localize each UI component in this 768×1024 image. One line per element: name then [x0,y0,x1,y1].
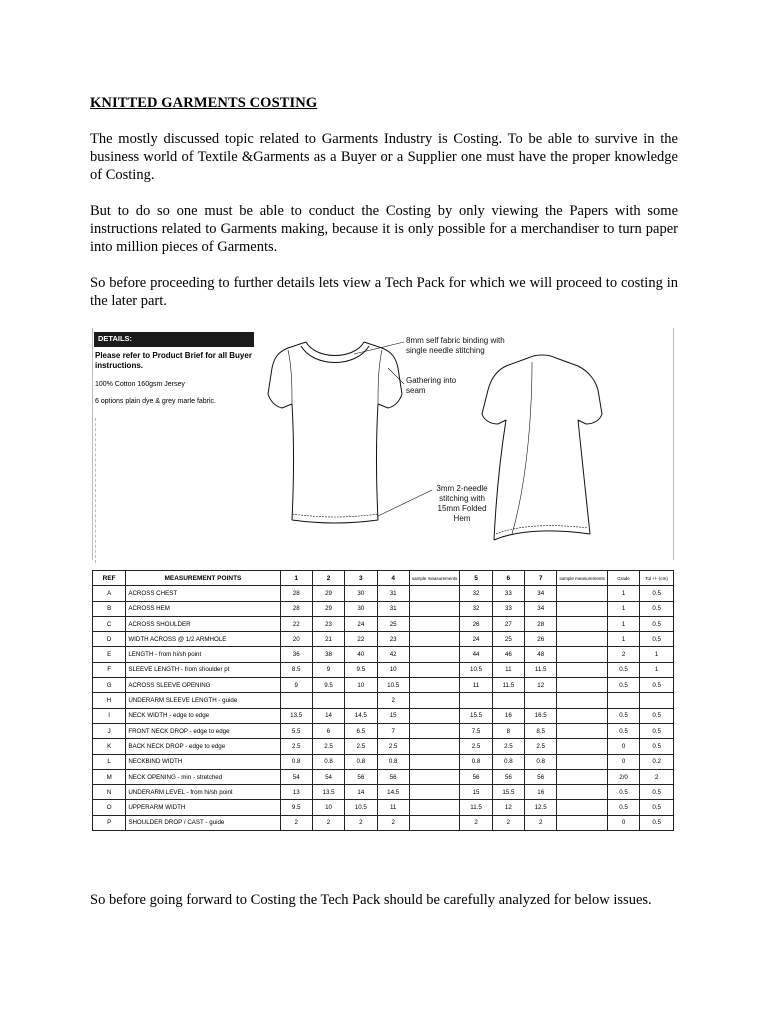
ref-cell: F [93,662,126,677]
value-cell: 56 [345,769,377,784]
tech-pack-figure [92,328,674,858]
table-row [93,769,674,784]
value-cell [557,693,608,708]
value-cell [557,616,608,631]
value-cell: 10.5 [345,800,377,815]
value-cell: 0.8 [492,754,524,769]
value-cell: 54 [280,769,312,784]
value-cell: 0.5 [640,723,674,738]
value-cell: 0.5 [607,708,639,723]
measurement-point-cell: BACK NECK DROP - edge to edge [126,739,280,754]
measurement-point-cell: SLEEVE LENGTH - from shoulder pt [126,662,280,677]
measurement-point-cell: UNDERARM SLEEVE LENGTH - guide [126,693,280,708]
value-cell [409,754,460,769]
ref-cell: M [93,769,126,784]
value-cell [525,693,557,708]
value-cell [557,723,608,738]
value-cell: 25 [492,632,524,647]
value-cell: 15.5 [460,708,492,723]
value-cell: 2 [525,815,557,830]
ref-cell: A [93,586,126,601]
value-cell [492,693,524,708]
measurement-point-cell: NECK OPENING - min - stretched [126,769,280,784]
ref-cell: P [93,815,126,830]
value-cell: 9 [312,662,344,677]
value-cell: 0.5 [607,785,639,800]
col-header-grade: Grade [607,571,639,586]
binding-annotation: 8mm self fabric binding with single needle stitching [406,336,505,355]
value-cell: 56 [460,769,492,784]
hem-annotation: 3mm 2-needle stitching with 15mm Folded Hem [436,484,488,523]
value-cell [409,800,460,815]
value-cell [557,785,608,800]
value-cell: 28 [280,586,312,601]
value-cell: 0 [607,815,639,830]
value-cell [557,632,608,647]
value-cell: 11 [460,678,492,693]
tshirt-sketch [92,328,674,568]
value-cell: 0.8 [377,754,409,769]
col-header-tolerance: Tol +/- (cm) [640,571,674,586]
value-cell: 1 [607,586,639,601]
value-cell: 2 [607,647,639,662]
value-cell: 16 [492,708,524,723]
value-cell: 12 [525,678,557,693]
value-cell: 2 [377,693,409,708]
ref-cell: C [93,616,126,631]
measurement-point-cell: LENGTH - from hi/sh point [126,647,280,662]
value-cell: 21 [312,632,344,647]
value-cell: 2 [280,815,312,830]
value-cell: 0.5 [640,586,674,601]
ref-cell: J [93,723,126,738]
value-cell: 44 [460,647,492,662]
value-cell: 9.5 [280,800,312,815]
table-row [93,616,674,631]
value-cell [409,647,460,662]
value-cell: 9 [280,678,312,693]
value-cell: 2.5 [312,739,344,754]
value-cell: 30 [345,586,377,601]
value-cell: 32 [460,586,492,601]
annotation-leaders [354,342,432,516]
value-cell [409,693,460,708]
value-cell: 13 [280,785,312,800]
measurement-point-cell: SHOULDER DROP / CAST - guide [126,815,280,830]
value-cell: 0.8 [460,754,492,769]
value-cell: 0 [607,754,639,769]
measurement-point-cell: ACROSS SLEEVE OPENING [126,678,280,693]
value-cell: 14.5 [377,785,409,800]
value-cell: 38 [312,647,344,662]
value-cell: 40 [345,647,377,662]
value-cell [557,647,608,662]
value-cell [345,693,377,708]
value-cell: 2.5 [492,739,524,754]
value-cell: 1 [607,616,639,631]
value-cell [607,693,639,708]
value-cell: 12.5 [525,800,557,815]
value-cell: 42 [377,647,409,662]
col-header-size: 1 [280,571,312,586]
ref-cell: D [93,632,126,647]
value-cell [557,586,608,601]
value-cell: 0.8 [525,754,557,769]
value-cell [409,708,460,723]
value-cell: 2 [312,815,344,830]
value-cell: 56 [492,769,524,784]
ref-cell: O [93,800,126,815]
page-heading: KNITTED GARMENTS COSTING [90,95,318,111]
value-cell [409,586,460,601]
ref-cell: N [93,785,126,800]
value-cell: 0.5 [640,632,674,647]
value-cell: 34 [525,586,557,601]
ref-cell: I [93,708,126,723]
value-cell: 13.5 [280,708,312,723]
value-cell [557,678,608,693]
ref-cell: K [93,739,126,754]
value-cell: 26 [525,632,557,647]
value-cell: 2 [492,815,524,830]
value-cell: 8.5 [280,662,312,677]
value-cell [409,815,460,830]
value-cell: 25 [377,616,409,631]
value-cell: 0.5 [640,815,674,830]
value-cell: 10 [312,800,344,815]
details-options: 6 options plain dye & grey marle fabric. [95,398,217,405]
col-header-size: 5 [460,571,492,586]
measurement-table [92,570,674,831]
value-cell [640,693,674,708]
value-cell: 2.5 [525,739,557,754]
value-cell: 22 [345,632,377,647]
value-cell: 33 [492,601,524,616]
table-row [93,601,674,616]
table-row [93,632,674,647]
measurement-point-cell: FRONT NECK DROP - edge to edge [126,723,280,738]
table-row [93,800,674,815]
measurement-point-cell: ACROSS SHOULDER [126,616,280,631]
value-cell [409,723,460,738]
value-cell: 10 [345,678,377,693]
value-cell [409,785,460,800]
value-cell: 31 [377,586,409,601]
details-fabric: 100% Cotton 160gsm Jersey [95,381,185,388]
col-header-sample: sample measurements [409,571,460,586]
value-cell: 0.5 [640,708,674,723]
value-cell [557,601,608,616]
value-cell: 54 [312,769,344,784]
value-cell: 11.5 [492,678,524,693]
value-cell: 30 [345,601,377,616]
value-cell: 11 [492,662,524,677]
value-cell: 0.2 [640,754,674,769]
value-cell: 22 [280,616,312,631]
value-cell: 27 [492,616,524,631]
value-cell: 0.5 [607,662,639,677]
details-header: DETAILS: [94,332,254,347]
value-cell: 8 [492,723,524,738]
measurement-point-cell: WIDTH ACROSS @ 1/2 ARMHOLE [126,632,280,647]
col-header-size: 7 [525,571,557,586]
front-tshirt-sketch [268,342,402,523]
measurement-point-cell: NECK WIDTH - edge to edge [126,708,280,723]
value-cell: 0.5 [640,601,674,616]
value-cell: 7 [377,723,409,738]
value-cell: 14 [312,708,344,723]
value-cell: 0.8 [280,754,312,769]
value-cell: 28 [525,616,557,631]
value-cell [557,815,608,830]
measurement-point-cell: UNDERARM LEVEL - from hi/sh point [126,785,280,800]
value-cell: 9.5 [312,678,344,693]
value-cell: 36 [280,647,312,662]
paragraph-analysis: So before going forward to Costing the Tech Pack should be carefully analyzed for below issues. [90,892,652,908]
col-header-size: 3 [345,571,377,586]
value-cell: 34 [525,601,557,616]
table-row [93,785,674,800]
value-cell: 2.5 [377,739,409,754]
table-row [93,723,674,738]
value-cell: 1 [640,647,674,662]
value-cell [409,632,460,647]
value-cell: 20 [280,632,312,647]
value-cell: 6.5 [345,723,377,738]
value-cell: 8.5 [525,723,557,738]
col-header-size: 4 [377,571,409,586]
value-cell: 11 [377,800,409,815]
value-cell: 0.5 [607,723,639,738]
value-cell [557,739,608,754]
value-cell: 10 [377,662,409,677]
value-cell [557,800,608,815]
value-cell: 14.5 [345,708,377,723]
value-cell: 46 [492,647,524,662]
table-row [93,708,674,723]
value-cell: 29 [312,586,344,601]
value-cell: 56 [525,769,557,784]
value-cell: 1 [640,662,674,677]
value-cell: 2.5 [280,739,312,754]
value-cell [409,662,460,677]
table-body [93,586,674,831]
table-row [93,586,674,601]
value-cell: 33 [492,586,524,601]
details-brief: Please refer to Product Brief for all Buyer instructions. [95,351,252,370]
value-cell [409,739,460,754]
value-cell: 0.5 [607,800,639,815]
value-cell: 7.5 [460,723,492,738]
value-cell: 24 [345,616,377,631]
value-cell: 11.5 [460,800,492,815]
value-cell: 2 [460,815,492,830]
value-cell: 2/0 [607,769,639,784]
value-cell: 12 [492,800,524,815]
value-cell: 0.5 [640,800,674,815]
value-cell: 6 [312,723,344,738]
value-cell [557,754,608,769]
value-cell [409,678,460,693]
col-header-ref: REF [93,571,126,586]
measurement-point-cell: UPPERARM WIDTH [126,800,280,815]
col-header-size: 2 [312,571,344,586]
value-cell [409,616,460,631]
value-cell: 2 [345,815,377,830]
back-tshirt-sketch [482,355,602,540]
value-cell: 16.5 [525,708,557,723]
col-header-sample: sample measurements [557,571,608,586]
ref-cell: H [93,693,126,708]
value-cell: 2.5 [345,739,377,754]
value-cell: 2 [377,815,409,830]
value-cell: 16 [525,785,557,800]
table-row [93,678,674,693]
table-row [93,815,674,830]
table-header-row [93,571,674,586]
value-cell: 0.5 [640,616,674,631]
value-cell [312,693,344,708]
paragraph-conduct: But to do so one must be able to conduct the Costing by only viewing the Papers with some instructions related to Garments making, because it is only possible for a merchandiser to turn paper into million pieces of Garments. [90,203,678,255]
value-cell: 2.5 [460,739,492,754]
ref-cell: B [93,601,126,616]
value-cell: 23 [377,632,409,647]
value-cell: 26 [460,616,492,631]
value-cell: 0.5 [640,785,674,800]
value-cell: 0.8 [312,754,344,769]
measurement-point-cell: NECKBIND WIDTH [126,754,280,769]
value-cell: 15.5 [492,785,524,800]
value-cell: 10.5 [460,662,492,677]
table-row [93,662,674,677]
value-cell: 48 [525,647,557,662]
value-cell [280,693,312,708]
paragraph-intro: The mostly discussed topic related to Garments Industry is Costing. To be able to survive in the business world of Textile &Garments as a Buyer or a Supplier one must have the proper knowledge of Costing. [90,131,678,183]
value-cell [557,662,608,677]
paragraph-techpack-intro: So before proceeding to further details lets view a Tech Pack for which we will proceed to costing in the later part. [90,275,678,309]
value-cell: 14 [345,785,377,800]
value-cell: 32 [460,601,492,616]
measurement-point-cell: ACROSS CHEST [126,586,280,601]
value-cell: 56 [377,769,409,784]
value-cell: 11.5 [525,662,557,677]
value-cell: 1 [607,601,639,616]
value-cell: 0.5 [607,678,639,693]
value-cell [557,769,608,784]
value-cell: 5.5 [280,723,312,738]
value-cell: 0 [607,739,639,754]
value-cell: 31 [377,601,409,616]
table-row [93,647,674,662]
value-cell: 28 [280,601,312,616]
value-cell: 0.5 [640,678,674,693]
value-cell [409,601,460,616]
value-cell: 0.5 [640,739,674,754]
value-cell: 15 [377,708,409,723]
value-cell [557,708,608,723]
ref-cell: E [93,647,126,662]
value-cell [409,769,460,784]
col-header-measurement-points: MEASUREMENT POINTS [126,571,280,586]
value-cell: 13.5 [312,785,344,800]
value-cell: 23 [312,616,344,631]
table-row [93,693,674,708]
col-header-size: 6 [492,571,524,586]
table-row [93,739,674,754]
ref-cell: G [93,678,126,693]
gathering-annotation: Gathering into seam [406,376,457,395]
value-cell: 1 [607,632,639,647]
table-row [93,754,674,769]
value-cell: 0.8 [345,754,377,769]
value-cell: 10.5 [377,678,409,693]
value-cell: 29 [312,601,344,616]
value-cell [460,693,492,708]
measurement-point-cell: ACROSS HEM [126,601,280,616]
ref-cell: L [93,754,126,769]
value-cell: 24 [460,632,492,647]
value-cell: 15 [460,785,492,800]
value-cell: 9.5 [345,662,377,677]
value-cell: 2 [640,769,674,784]
